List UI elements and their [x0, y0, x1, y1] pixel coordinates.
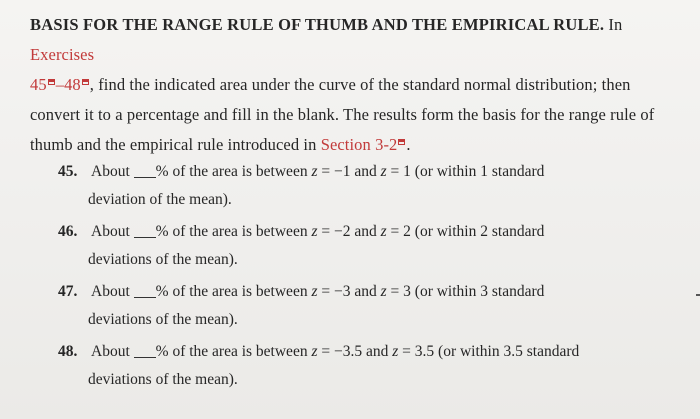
fill-in-blank[interactable]	[134, 283, 156, 298]
exercise-number: 46.	[58, 223, 78, 240]
fill-in-blank[interactable]	[134, 343, 156, 358]
exercise-48	[58, 338, 678, 394]
z-variable: z	[311, 223, 318, 240]
z-lower-bound: = −3.5 and	[317, 343, 393, 360]
intro-body-text: , find the indicated area under the curve of the standard normal distribution; then convert it to a percentage and fill in the blank. The results form the basis for the range rule of thumb and the empirical rule introduced in	[30, 75, 655, 154]
exercise-mid-text: % of the area is between	[155, 223, 308, 240]
z-variable: z	[392, 343, 399, 360]
exercise-mid-text: % of the area is between	[155, 343, 308, 360]
exercise-about: About	[91, 163, 130, 180]
range-dash: –	[55, 75, 65, 94]
z-upper-bound: = 1 (or within 1 standard	[386, 163, 545, 180]
exercise-continuation: deviations of the mean).	[88, 371, 238, 388]
exercise-about: About	[91, 283, 130, 300]
z-variable: z	[380, 283, 387, 300]
section-link[interactable]: Section 3-2	[321, 135, 407, 154]
exercise-list	[58, 158, 678, 398]
link-box-icon	[82, 79, 89, 85]
exercise-mid-text: % of the area is between	[155, 283, 308, 300]
section-heading: BASIS FOR THE RANGE RULE OF THUMB AND THE EMPIRICAL RULE.	[30, 15, 605, 34]
link-box-icon	[398, 139, 405, 145]
exercise-mid-text: % of the area is between	[155, 163, 308, 180]
z-variable: z	[311, 343, 318, 360]
z-lower-bound: = −2 and	[317, 223, 381, 240]
exercise-47	[58, 278, 678, 334]
z-lower-bound: = −1 and	[317, 163, 381, 180]
z-lower-bound: = −3 and	[317, 283, 381, 300]
exercise-continuation: deviations of the mean).	[88, 311, 238, 328]
exercise-range-end-link[interactable]: 48	[64, 75, 90, 94]
exercise-number: 45.	[58, 163, 78, 180]
z-upper-bound: = 3 (or within 3 standard	[386, 283, 545, 300]
exercises-link[interactable]: Exercises	[30, 45, 95, 64]
z-upper-bound: = 3.5 (or within 3.5 standard	[398, 343, 580, 360]
exercise-number: 48.	[58, 343, 78, 360]
intro-period: .	[406, 135, 411, 154]
intro-pre-link: In	[608, 15, 623, 34]
exercise-45	[58, 158, 678, 214]
z-variable: z	[311, 163, 318, 180]
page-speck	[696, 294, 700, 296]
z-variable: z	[311, 283, 318, 300]
exercise-46	[58, 218, 678, 274]
exercise-range-start-link[interactable]: 45	[30, 75, 56, 94]
fill-in-blank[interactable]	[134, 163, 156, 178]
z-upper-bound: = 2 (or within 2 standard	[386, 223, 545, 240]
exercise-about: About	[91, 223, 130, 240]
exercise-continuation: deviation of the mean).	[88, 191, 232, 208]
exercise-number: 47.	[58, 283, 78, 300]
z-variable: z	[380, 163, 387, 180]
z-variable: z	[380, 223, 387, 240]
exercise-continuation: deviations of the mean).	[88, 251, 238, 268]
fill-in-blank[interactable]	[134, 223, 156, 238]
link-box-icon	[48, 79, 55, 85]
exercise-about: About	[91, 343, 130, 360]
instructions-paragraph	[30, 10, 680, 160]
